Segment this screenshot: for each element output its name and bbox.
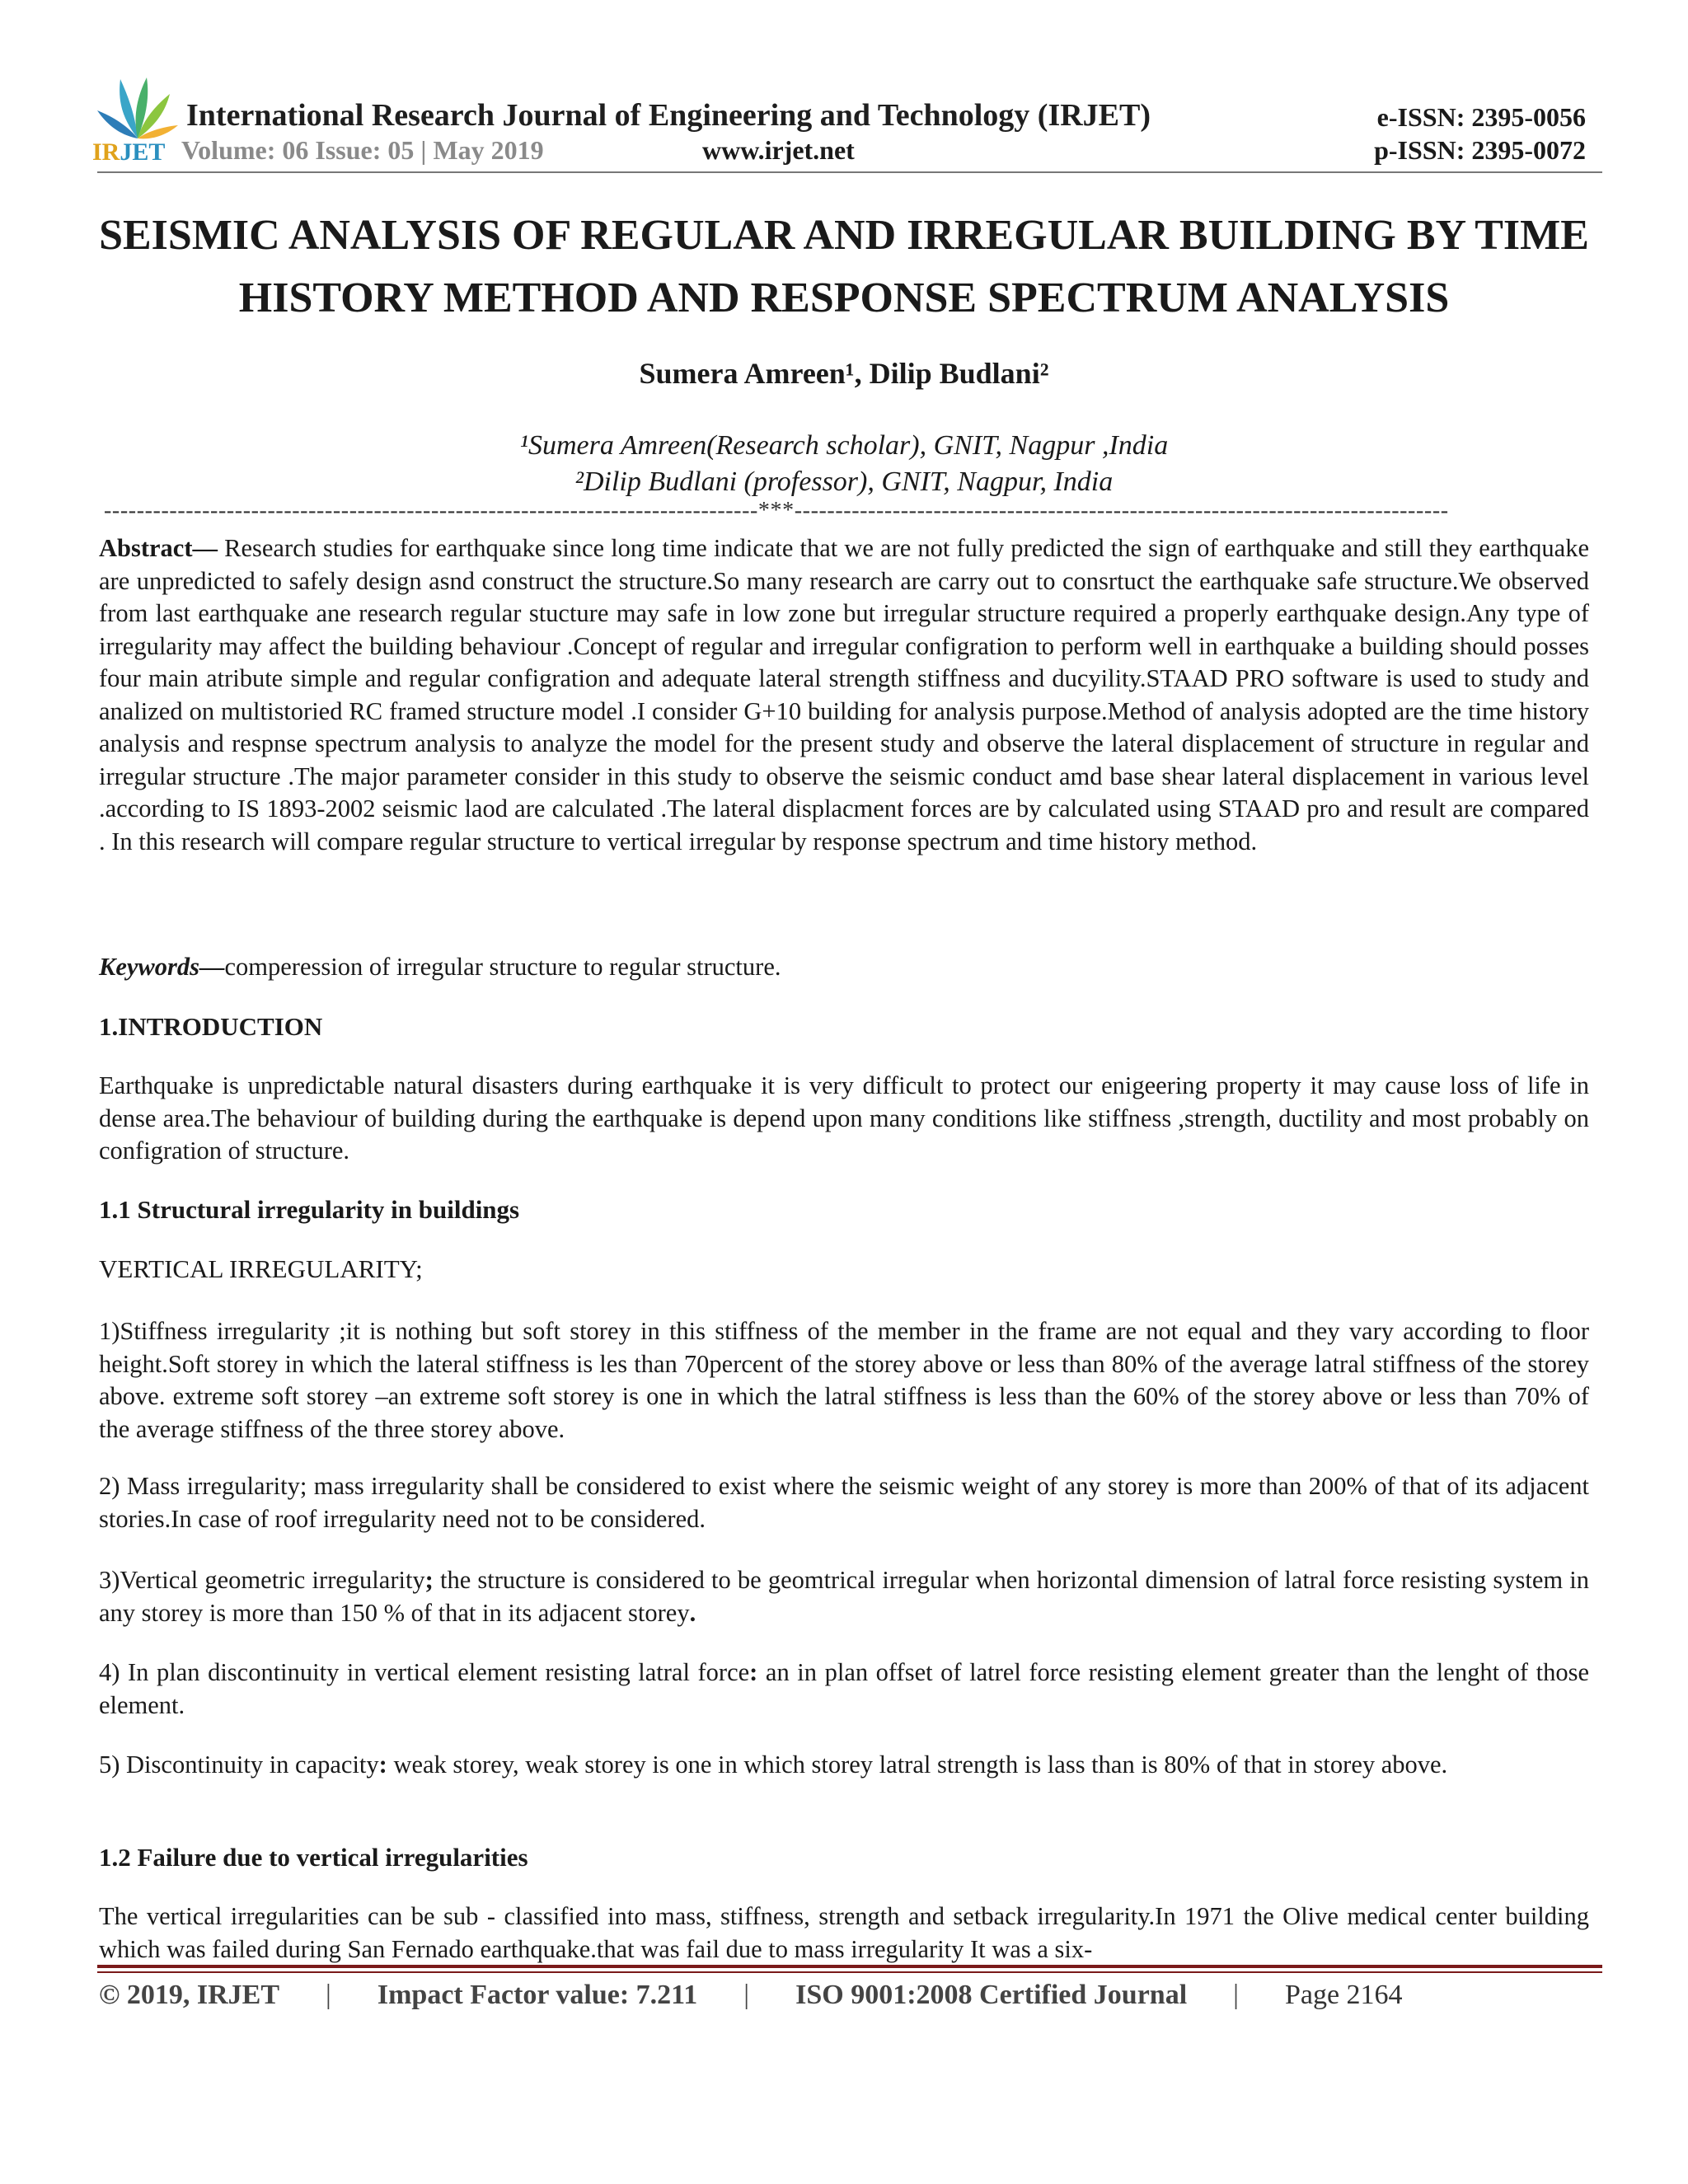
- authors: Sumera Amreen¹, Dilip Budlani²: [639, 357, 1049, 390]
- irjet-logo: [92, 73, 183, 171]
- section-separator: --------------------------------------------------------------------------------***--------------------------------------------------------------------------------: [104, 498, 1449, 523]
- journal-title: International Research Journal of Engineering and Technology (IRJET): [186, 98, 1151, 133]
- intro-heading: 1.INTRODUCTION: [99, 1012, 323, 1041]
- footer-divider: |: [1233, 1980, 1239, 2010]
- footer-divider: |: [743, 1980, 750, 2010]
- item-discontinuity-in-capacity: 5) Discontinuity in capacity: weak storey, weak storey is one in which storey latral strength is lass than is 80% of that in storey above.: [99, 1750, 1448, 1779]
- volume-issue: Volume: 06 Issue: 05 | May 2019: [181, 135, 544, 165]
- abstract: [99, 532, 1589, 858]
- e-issn: e-ISSN: 2395-0056: [1376, 102, 1586, 132]
- affiliation-2: ²Dilip Budlani (professor), GNIT, Nagpur, India: [574, 466, 1114, 497]
- header-divider: [97, 171, 1602, 173]
- section-1-1-heading: 1.1 Structural irregularity in buildings: [99, 1195, 520, 1224]
- logo-wordmark: IRJET: [92, 138, 166, 166]
- footer-rule-thin: [97, 1971, 1602, 1973]
- journal-website-link[interactable]: www.irjet.net: [702, 135, 855, 165]
- item-stiffness-irregularity: 1)Stiffness irregularity ;it is nothing but soft storey in this stiffness of the member in the frame are not equal and they vary according to floor height.Soft storey in which the lateral stiffness is les than 70percent of the storey above or less than 80% of the average latral stiffness of the storey above. extreme soft storey –an extreme soft storey is one in which the latral stiffness is less than the 60% of the storey above or less than 70% of the average stiffness of the three storey above.: [99, 1317, 1589, 1443]
- vertical-irregularity-label: VERTICAL IRREGULARITY;: [99, 1254, 423, 1283]
- p-issn: p-ISSN: 2395-0072: [1374, 135, 1586, 165]
- footer-rule-thick: [97, 1965, 1602, 1968]
- intro-text: Earthquake is unpredictable natural disasters during earthquake it is very difficult to protect our enigeering property it may cause loss of life in dense area.The behaviour of building during the earthquake is depend upon many conditions like stiffness ,strength, ductility and most probably on configration of structure.: [99, 1071, 1589, 1165]
- item-mass-irregularity: 2) Mass irregularity; mass irregularity shall be considered to exist where the seismic weight of any storey is more than 200% of that of its adjacent stories.In case of roof irregularity need not to be considered.: [99, 1472, 1589, 1533]
- item-vertical-geometric-irregularity: 3)Vertical geometric irregularity; the structure is considered to be geomtrical irregular when horizontal dimension of latral force resisting system in any storey is more than 150 % of that in its adjacent storey.: [99, 1566, 1589, 1627]
- page-footer: [99, 1980, 1403, 2011]
- paper-title-line-1: SEISMIC ANALYSIS OF REGULAR AND IRREGULAR BUILDING BY TIME: [99, 212, 1589, 259]
- footer-divider: |: [326, 1980, 331, 2010]
- footer-page-number: Page 2164: [1284, 1980, 1403, 2010]
- keywords-label: Keywords—: [99, 953, 225, 981]
- footer-copyright: © 2019, IRJET: [99, 1980, 280, 2010]
- leaf-logo-icon: [92, 73, 183, 142]
- item-in-plan-discontinuity: 4) In plan discontinuity in vertical element resisting latral force: an in plan offset of latrel force resisting element greater than the lenght of those element.: [99, 1658, 1589, 1719]
- keywords: [99, 951, 1589, 984]
- affiliation-1: ¹Sumera Amreen(Research scholar), GNIT, Nagpur ,India: [519, 430, 1169, 461]
- abstract-text: Research studies for earthquake since long time indicate that we are not fully predicted the sign of earthquake and still they earthquake are unpredicted to safely design asnd construct the structure.So many research are carry out to consrtuct the earthquake safe structure.We observed from last earthquake ane research regular stucture may safe in low zone but irregular structure required a properly earthquake design.Any type of irregularity may affect the building behaviour .Concept of regular and irregular configration to perform well in earthquake a building should posses four main atribute simple and regular configration and adequate lateral strength stiffness and ducyility.STAAD PRO software is used to study and analized on multistoried RC framed structure model .I consider G+10 building for analysis purpose.Method of analysis adopted are the time history analysis and respnse spectrum analysis to analyze the model for the present study and observe the lateral displacement of structure in regular and irregular structure .The major parameter consider in this study to observe the seismic conduct amd base shear lateral displacement in various level .according to IS 1893-2002 seismic laod are calculated .The lateral displacment forces are by calculated using STAAD pro and result are compared . In this research will compare regular structure to vertical irregular by response spectrum and time history method.: [99, 534, 1589, 855]
- keywords-text: comperession of irregular structure to regular structure.: [224, 953, 781, 981]
- paper-title-line-2: HISTORY METHOD AND RESPONSE SPECTRUM ANALYSIS: [238, 274, 1450, 321]
- abstract-label: Abstract—: [99, 534, 218, 562]
- section-1-2-heading: 1.2 Failure due to vertical irregularities: [99, 1843, 528, 1872]
- footer-iso: ISO 9001:2008 Certified Journal: [795, 1980, 1188, 2010]
- footer-impact-factor: Impact Factor value: 7.211: [377, 1980, 698, 2010]
- section-1-2-text: The vertical irregularities can be sub - classified into mass, stiffness, strength and setback irregularity.In 1971 the Olive medical center building which was failed during San Fernado earthquake.that was fail due to mass irregularity It was a six-: [99, 1902, 1589, 1963]
